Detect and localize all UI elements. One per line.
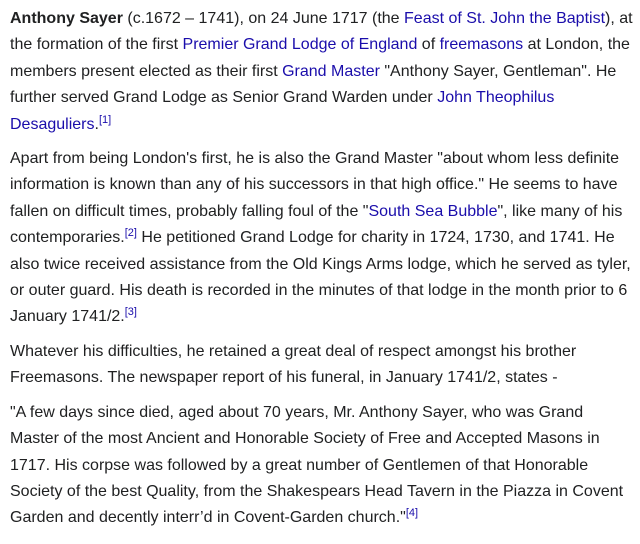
article-subject: Anthony Sayer [10, 10, 123, 27]
paragraph-text: Whatever his difficulties, he retained a great deal of respect amongst his brother Freemasons. The newspaper report of his funeral, in January 1741/2, states - [10, 342, 577, 387]
citation-2 [125, 227, 137, 239]
citation-1-link[interactable]: [1] [98, 113, 112, 126]
paragraph-funeral-quote [10, 400, 634, 532]
paragraph-hardship [10, 146, 634, 331]
citation-4 [406, 507, 418, 519]
paragraph-text: ", like many of his contemporaries. [10, 202, 623, 247]
paragraph-text: of [417, 36, 440, 54]
paragraph-text: (c.1672 – 1741), on 24 June 1717 (the [122, 10, 405, 27]
link-desaguliers[interactable]: John Theophilus Desaguliers [10, 89, 555, 133]
paragraph-text: ), at the formation of the first [10, 10, 633, 54]
citation-1 [99, 114, 111, 126]
link-freemasons[interactable]: freemasons [439, 36, 524, 54]
link-feast-of-st-john[interactable]: Feast of St. John the Baptist [404, 10, 606, 27]
quote-text: "A few days since died, aged about 70 years, Mr. Anthony Sayer, who was Grand Master of the most Ancient and Honorable Society of Free and Accepted Masons in 1717. His corpse was followed by a great number of Gentlemen of that Honorable Society of the best Quality, from the Shakespears Head Tavern in the Piazza in Covent Garden and decently interr’d in Covent-Garden church." [10, 403, 624, 527]
paragraph-text: "Anthony Sayer, Gentleman". He further served Grand Lodge as Senior Grand Warden under [10, 62, 617, 107]
citation-3 [125, 306, 137, 318]
paragraph-text: . [94, 115, 99, 133]
citation-4-link[interactable]: [4] [405, 507, 419, 520]
paragraph-intro [10, 6, 634, 138]
paragraph-text: at London, the members present elected as their first [10, 36, 630, 80]
paragraph-respect [10, 339, 634, 392]
link-premier-grand-lodge[interactable]: Premier Grand Lodge of England [182, 36, 418, 54]
citation-2-link[interactable]: [2] [124, 227, 137, 240]
citation-3-link[interactable]: [3] [124, 306, 137, 319]
paragraph-text: He petitioned Grand Lodge for charity in 1724, 1730, and 1741. He also twice received assistance from the Old Kings Arms lodge, which he served as tyler, or outer guard. His death is recorded in the minutes of that lodge in the month prior to 6 January 1741/2. [10, 229, 631, 326]
link-grand-master[interactable]: Grand Master [282, 62, 380, 80]
link-south-sea-bubble[interactable]: South Sea Bubble [368, 202, 498, 220]
paragraph-text: Apart from being London's first, he is also the Grand Master "about whom less definite information is known than any of his successors in that high office." He seems to have fallen on difficult times, probably falling foul of the " [10, 150, 620, 220]
